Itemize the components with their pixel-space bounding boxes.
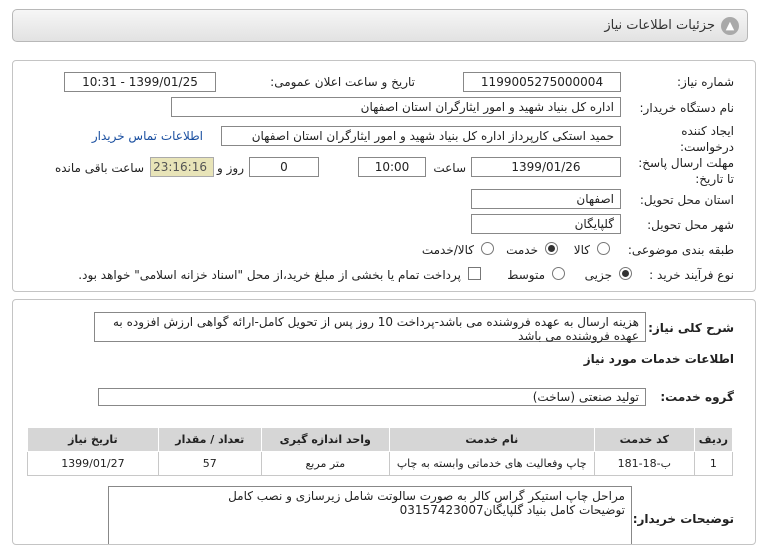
- category-radio-service[interactable]: [545, 242, 558, 255]
- col-row-header: ردیف: [694, 428, 732, 452]
- process-option-medium: متوسط: [507, 268, 545, 282]
- process-type-label: نوع فرآیند خرید :: [649, 268, 734, 282]
- services-heading: اطلاعات خدمات مورد نیاز: [583, 352, 734, 366]
- province-label: استان محل تحویل:: [639, 193, 734, 207]
- remaining-label: ساعت باقی مانده: [54, 161, 144, 175]
- process-radio-minor[interactable]: [619, 267, 632, 280]
- creator-label-line1: ایجاد کننده: [681, 124, 734, 138]
- cell-row: 1: [694, 452, 732, 476]
- cell-name: چاپ وفعالیت های خدماتی وابسته به چاپ: [389, 452, 594, 476]
- need-number-field[interactable]: 1199005275000004: [463, 72, 621, 92]
- col-name-header: نام خدمت: [389, 428, 594, 452]
- city-field[interactable]: گلپایگان: [471, 214, 621, 234]
- province-field[interactable]: اصفهان: [471, 189, 621, 209]
- col-date-header: تاریخ نیاز: [28, 428, 159, 452]
- cell-code: ب-18-181: [594, 452, 694, 476]
- buyer-notes-textarea[interactable]: [108, 486, 632, 544]
- deadline-label-line2: تا تاریخ:: [695, 172, 734, 186]
- col-code-header: کد خدمت: [594, 428, 694, 452]
- city-label: شهر محل تحویل:: [647, 218, 734, 232]
- buyer-notes-label: توضیحات خریدار:: [632, 512, 734, 526]
- need-number-label: شماره نیاز:: [677, 75, 734, 89]
- chevron-up-icon[interactable]: ▲: [721, 17, 739, 35]
- cell-date: 1399/01/27: [28, 452, 159, 476]
- cell-unit: متر مربع: [261, 452, 389, 476]
- deadline-label-line1: مهلت ارسال پاسخ:: [638, 156, 734, 170]
- col-unit-header: واحد اندازه گیری: [261, 428, 389, 452]
- process-radio-medium[interactable]: [552, 267, 565, 280]
- service-group-label: گروه خدمت:: [660, 390, 734, 404]
- cell-qty: 57: [158, 452, 261, 476]
- creator-field[interactable]: حمید استکی کارپرداز اداره کل بنیاد شهید و امور ایثارگران استان اصفهان: [221, 126, 621, 146]
- page-title: جزئیات اطلاعات نیاز: [604, 18, 715, 33]
- summary-label: شرح کلی نیاز:: [648, 321, 734, 335]
- buyer-notes-line1: مراحل چاپ استیکر گراس کالر به صورت سالوتت شامل زیرسازی و نصب کامل: [228, 489, 625, 503]
- category-radio-goods-service[interactable]: [481, 242, 494, 255]
- days-label: روز و: [217, 161, 244, 175]
- services-table: [27, 427, 733, 476]
- deadline-date-field[interactable]: 1399/01/26: [471, 157, 621, 177]
- deadline-time-field[interactable]: 10:00: [358, 157, 426, 177]
- table-header-row: [28, 428, 733, 452]
- category-option-goods: کالا: [573, 243, 590, 257]
- buyer-notes-line2: توضیحات کامل بنیاد گلپایگان03157423007: [399, 503, 625, 517]
- table-row[interactable]: [28, 452, 733, 476]
- announce-datetime-field[interactable]: 1399/01/25 - 10:31: [64, 72, 216, 92]
- treasury-payment-checkbox[interactable]: [468, 267, 481, 280]
- page-header: [12, 9, 748, 42]
- deadline-time-label: ساعت: [433, 161, 466, 175]
- category-radio-goods[interactable]: [597, 242, 610, 255]
- summary-textarea[interactable]: هزینه ارسال به عهده فروشنده می باشد-پرداخت 10 روز پس از تحویل کامل-ارائه گواهی ارزش افزوده به عهده فروشنده می باشد: [94, 312, 646, 342]
- remaining-timer: 23:16:16: [150, 157, 214, 177]
- category-option-goods-service: کالا/خدمت: [421, 243, 474, 257]
- col-qty-header: تعداد / مقدار: [158, 428, 261, 452]
- creator-label-line2: درخواست:: [680, 140, 734, 154]
- announce-datetime-label: تاریخ و ساعت اعلان عمومی:: [270, 75, 415, 89]
- buyer-org-label: نام دستگاه خریدار:: [639, 101, 734, 115]
- treasury-payment-note: پرداخت تمام یا بخشی از مبلغ خرید،از محل "اسناد خزانه اسلامی" خواهد بود.: [78, 268, 461, 282]
- buyer-org-field[interactable]: اداره کل بنیاد شهید و امور ایثارگران استان اصفهان: [171, 97, 621, 117]
- category-label: طبقه بندی موضوعی:: [627, 243, 734, 257]
- days-remaining-field[interactable]: 0: [249, 157, 319, 177]
- process-option-minor: جزیی: [584, 268, 612, 282]
- buyer-contact-link[interactable]: اطلاعات تماس خریدار: [91, 129, 203, 143]
- service-group-field[interactable]: تولید صنعتی (ساخت): [98, 388, 646, 406]
- category-option-service: خدمت: [506, 243, 538, 257]
